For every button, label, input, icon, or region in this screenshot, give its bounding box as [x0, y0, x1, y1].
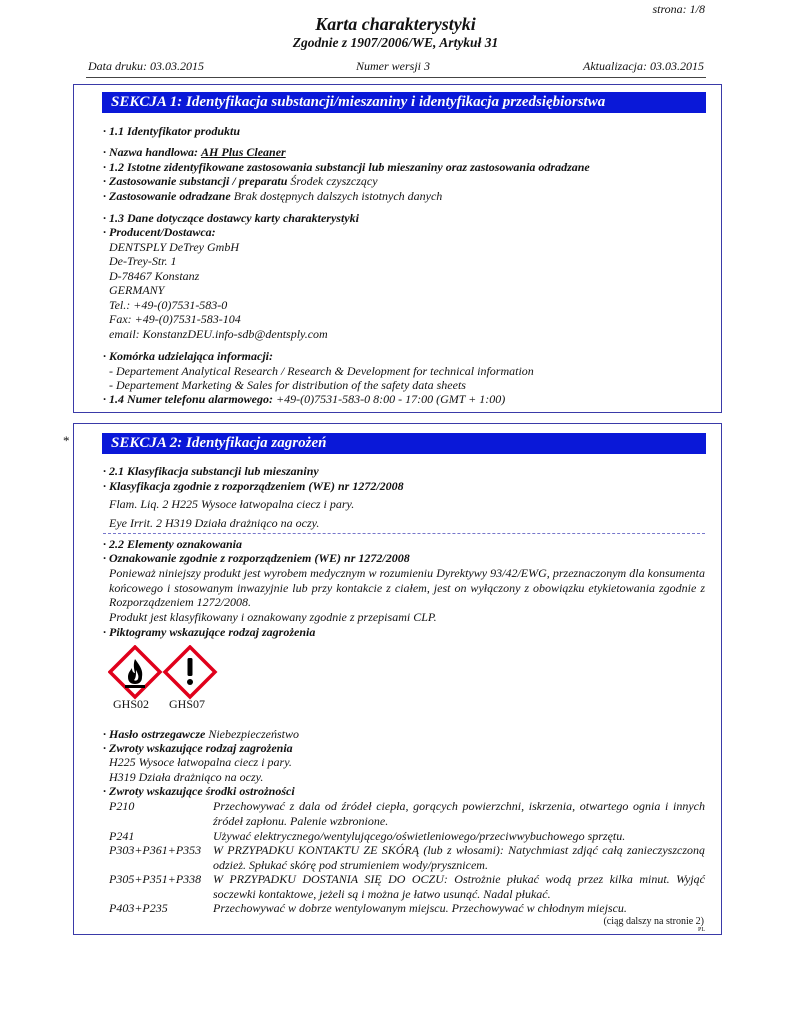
- identifier-heading: · 1.1 Identyfikator produktu: [103, 124, 241, 138]
- version-number: Numer wersji 3: [356, 59, 431, 73]
- ghs-pictograms: [108, 645, 218, 701]
- labelling-regulation: · Oznakowanie zgodnie z rozporządzeniem (WE) nr 1272/2008: [103, 551, 410, 565]
- use-value: Środek czyszczący: [290, 174, 378, 188]
- precaution-code: P210: [109, 799, 135, 813]
- address-line: De-Trey-Str. 1: [109, 254, 177, 268]
- precaution-code: P403+P235: [109, 901, 168, 915]
- classification-regulation: · Klasyfikacja zgodnie z rozporządzeniem (WE) nr 1272/2008: [103, 479, 404, 493]
- use-row: [103, 174, 378, 188]
- signal-word-value: Niebezpieczeństwo: [208, 727, 299, 741]
- precaution-text: W PRZYPADKU KONTAKTU ZE SKÓRĄ (lub z włosami): Natychmiast zdjąć całą zanieczyszczoną odzież. Spłukać skórę pod strumieniem wody/prysznicem.: [213, 843, 705, 872]
- precaution-text: W PRZYPADKU DOSTANIA SIĘ DO OCZU: Ostrożnie płukać wodą przez kilka minut. Wyjąć soczewki kontaktowe, jeżeli są i można je łatwo usunąć. Nadal płukać.: [213, 872, 705, 901]
- update-date: Aktualizacja: 03.03.2015: [583, 59, 704, 73]
- info-line: - Departement Marketing & Sales for distribution of the safety data sheets: [109, 378, 466, 392]
- emergency-phone-row: [103, 392, 505, 406]
- supplier-heading: · 1.3 Dane dotyczące dostawcy karty charakterystyki: [103, 211, 359, 225]
- exclamation-icon: [165, 647, 215, 697]
- classification-heading: · 2.1 Klasyfikacja substancji lub mieszaniny: [103, 464, 319, 478]
- language-code: PL: [697, 927, 705, 933]
- label-elements-heading: · 2.2 Elementy oznakowania: [103, 537, 243, 551]
- signal-word-label: · Hasło ostrzegawcze: [103, 727, 206, 741]
- advised-against-label: · Zastosowanie odradzane: [103, 189, 231, 203]
- trade-name-row: [103, 145, 286, 159]
- section1-title: SEKCJA 1: Identyfikacja substancji/mieszaniny i identyfikacja przedsiębiorstwa: [102, 92, 706, 113]
- document-title: Karta charakterystyki: [315, 14, 476, 34]
- use-label: · Zastosowanie substancji / preparatu: [103, 174, 288, 188]
- fax-line: Fax: +49-(0)7531-583-104: [109, 312, 241, 326]
- emergency-phone-label: · 1.4 Numer telefonu alarmowego:: [103, 392, 273, 406]
- precaution-code: P305+P351+P338: [109, 872, 202, 886]
- phone-line: Tel.: +49-(0)7531-583-0: [109, 298, 228, 312]
- precaution-code: P303+P361+P353: [109, 843, 202, 857]
- precaution-text: Przechowywać w dobrze wentylowanym miejscu. Przechowywać w chłodnym miejscu.: [213, 901, 627, 915]
- dashed-divider: [103, 533, 705, 534]
- header-divider: [86, 77, 706, 78]
- hazard-statement: H319 Działa drażniąco na oczy.: [109, 770, 264, 784]
- clp-note: Produkt jest klasyfikowany i oznakowany zgodnie z przepisami CLP.: [109, 610, 437, 624]
- address-line: D-78467 Konstanz: [109, 269, 200, 283]
- continued-note: (ciąg dalszy na stronie 2): [603, 916, 704, 927]
- trade-name-value: AH Plus Cleaner: [201, 145, 286, 159]
- section2-title: SEKCJA 2: Identyfikacja zagrożeń: [102, 433, 706, 454]
- flame-icon: [110, 647, 160, 697]
- print-date: Data druku: 03.03.2015: [88, 59, 204, 73]
- page-number: strona: 1/8: [652, 2, 705, 16]
- emergency-phone-value: +49-(0)7531-583-0 8:00 - 17:00 (GMT + 1:00): [276, 392, 506, 406]
- precautionary-heading: · Zwroty wskazujące środki ostrożności: [103, 784, 295, 798]
- pictograms-heading: · Piktogramy wskazujące rodzaj zagrożenia: [103, 625, 316, 639]
- producer-label: · Producent/Dostawca:: [103, 225, 216, 239]
- hazard-class: Eye Irrit. 2 H319 Działa drażniąco na oczy.: [109, 516, 320, 530]
- precaution-text: Przechowywać z dala od źródeł ciepła, gorących powierzchni, iskrzenia, otwartego ognia i innych źródeł zapłonu. Palenie wzbronione.: [213, 799, 705, 828]
- hazard-statement: H225 Wysoce łatwopalna ciecz i pary.: [109, 755, 292, 769]
- medical-device-note: Ponieważ niniejszy produkt jest wyrobem medycznym w rozumieniu Dyrektywy 93/42/EWG, przeznaczonym dla konsumenta końcowego i stosowanym inwazyjnie lub przy kontakcie z ciałem, jest on wyłączony z obowiązku etykietowania zgodnie z Rozporządzeniem 1272/2008.: [109, 566, 705, 609]
- email-line: email: KonstanzDEU.info-sdb@dentsply.com: [109, 327, 328, 341]
- trade-name-label: · Nazwa handlowa:: [103, 145, 199, 159]
- signal-word-row: [103, 727, 299, 741]
- pictogram-code-ghs07: GHS07: [169, 697, 206, 711]
- address-line: GERMANY: [109, 283, 165, 297]
- relevant-uses-heading: · 1.2 Istotne zidentyfikowane zastosowania substancji lub mieszaniny oraz zastosowania odradzane: [103, 160, 590, 174]
- pictogram-code-ghs02: GHS02: [113, 697, 150, 711]
- precaution-text: Używać elektrycznego/wentylującego/oświetleniowego/przeciwwybuchowego sprzętu.: [213, 829, 626, 843]
- hazard-statements-heading: · Zwroty wskazujące rodzaj zagrożenia: [103, 741, 293, 755]
- revision-marker: *: [63, 433, 70, 448]
- hazard-class: Flam. Liq. 2 H225 Wysoce łatwopalna ciecz i pary.: [109, 497, 355, 511]
- advised-against-value: Brak dostępnych dalszych istotnych danych: [233, 189, 443, 203]
- document-subtitle: Zgodnie z 1907/2006/WE, Artykuł 31: [292, 35, 499, 50]
- info-unit-label: · Komórka udzielająca informacji:: [103, 349, 274, 363]
- precaution-code: P241: [109, 829, 135, 843]
- info-line: - Departement Analytical Research / Research & Development for technical information: [109, 364, 534, 378]
- address-line: DENTSPLY DeTrey GmbH: [109, 240, 239, 254]
- advised-against-row: [103, 189, 442, 203]
